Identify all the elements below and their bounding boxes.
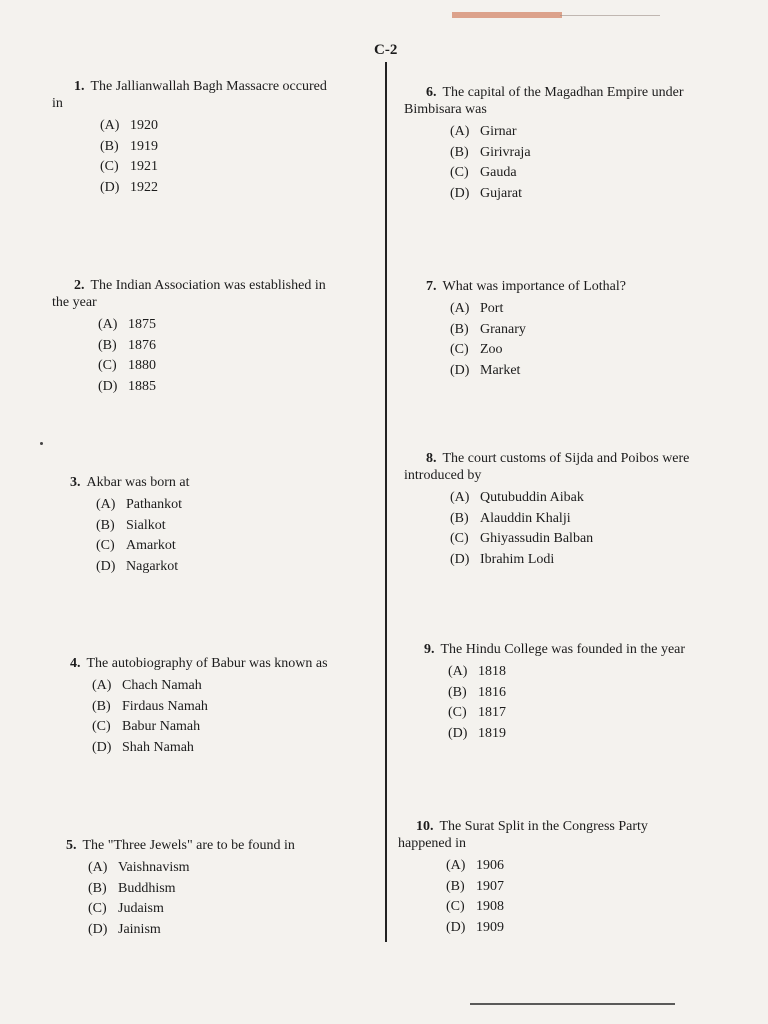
option-text: Pathankot (126, 497, 182, 512)
option-text: 1909 (476, 919, 504, 935)
question-stem (424, 641, 734, 658)
option-text: Gujarat (480, 185, 522, 201)
question-3 (70, 474, 370, 577)
options-list (98, 315, 372, 397)
options-list (450, 122, 734, 204)
question-text-continued: the year (52, 295, 97, 310)
option-c (96, 536, 370, 557)
option-label: (B) (450, 510, 469, 526)
option-c (450, 340, 726, 361)
options-list (92, 676, 380, 758)
option-label: (A) (92, 678, 112, 693)
question-stem (52, 277, 372, 311)
option-text: Girnar (480, 124, 517, 139)
option-label: (B) (448, 684, 467, 700)
option-label: (C) (98, 358, 117, 373)
option-label: (B) (96, 517, 115, 533)
option-text: Zoo (480, 342, 503, 357)
option-label: (D) (88, 921, 108, 937)
option-label: (A) (446, 858, 466, 873)
option-c (92, 717, 380, 738)
option-label: (C) (448, 705, 467, 720)
question-2 (52, 277, 372, 397)
option-label: (D) (450, 362, 470, 378)
question-stem (404, 84, 734, 118)
option-b (100, 137, 372, 158)
top-ink-mark (452, 12, 562, 18)
option-c (100, 157, 372, 178)
option-label: (B) (88, 880, 107, 896)
option-text: 1908 (476, 899, 504, 914)
option-b (88, 879, 376, 900)
option-text: Port (480, 301, 504, 316)
question-text: The capital of the Magadhan Empire under (442, 85, 684, 100)
question-number: 10. (416, 819, 434, 834)
option-text: Ibrahim Lodi (480, 551, 555, 567)
option-text: 1876 (128, 337, 156, 353)
option-label: (D) (98, 378, 118, 394)
option-text: 1880 (128, 358, 156, 373)
option-label: (C) (450, 531, 469, 546)
option-d (100, 178, 372, 199)
option-b (96, 516, 370, 537)
option-c (450, 163, 734, 184)
option-text: Alauddin Khalji (480, 510, 571, 526)
option-text: Vaishnavism (118, 860, 190, 875)
options-list (450, 488, 734, 570)
question-text: The autobiography of Babur was known as (86, 656, 328, 671)
option-b (98, 336, 372, 357)
option-text: Nagarkot (126, 558, 179, 574)
option-text: 1816 (478, 684, 506, 700)
option-text: Sialkot (126, 517, 166, 533)
option-c (446, 897, 728, 918)
question-stem (52, 78, 372, 112)
option-text: 1920 (130, 118, 158, 133)
option-b (448, 683, 734, 704)
option-text: 1921 (130, 159, 158, 174)
option-a (92, 676, 380, 697)
option-text: Qutubuddin Aibak (480, 490, 584, 505)
option-b (450, 143, 734, 164)
bottom-rule (470, 1003, 675, 1005)
page-code: C-2 (374, 42, 398, 58)
question-text: The court customs of Sijda and Poibos were (442, 451, 690, 466)
question-number: 1. (74, 79, 85, 94)
options-list (446, 856, 728, 938)
option-b (450, 509, 734, 530)
option-text: 1922 (130, 179, 158, 195)
option-c (98, 356, 372, 377)
option-a (88, 858, 376, 879)
question-stem (70, 655, 380, 672)
question-6 (404, 84, 734, 204)
option-label: (B) (446, 878, 465, 894)
question-number: 7. (426, 279, 437, 294)
question-number: 3. (70, 475, 81, 490)
option-a (450, 488, 734, 509)
option-label: (D) (92, 739, 112, 755)
option-label: (D) (450, 551, 470, 567)
option-label: (C) (88, 901, 107, 916)
option-d (88, 920, 376, 941)
question-4 (70, 655, 380, 758)
option-label: (C) (446, 899, 465, 914)
question-stem (398, 818, 728, 852)
question-number: 2. (74, 278, 85, 293)
option-a (450, 122, 734, 143)
option-b (450, 320, 726, 341)
option-text: 1919 (130, 138, 158, 154)
option-text: Granary (480, 321, 526, 337)
option-text: Babur Namah (122, 719, 201, 734)
option-label: (B) (450, 144, 469, 160)
option-text: Judaism (118, 901, 164, 916)
question-text: What was importance of Lothal? (442, 279, 626, 294)
option-label: (C) (96, 538, 115, 553)
question-number: 6. (426, 85, 437, 100)
question-text: Akbar was born at (86, 475, 190, 490)
option-label: (D) (96, 558, 116, 574)
option-text: 1907 (476, 878, 504, 894)
option-label: (B) (98, 337, 117, 353)
question-stem (404, 450, 734, 484)
option-label: (A) (450, 301, 470, 316)
question-1 (52, 78, 372, 198)
question-9 (424, 641, 734, 744)
option-label: (C) (450, 342, 469, 357)
option-b (446, 877, 728, 898)
option-label: (A) (450, 490, 470, 505)
question-text-continued: introduced by (404, 468, 482, 483)
option-text: Market (480, 362, 521, 378)
question-text: The "Three Jewels" are to be found in (82, 838, 295, 853)
question-7 (426, 278, 726, 381)
question-text-continued: happened in (398, 836, 467, 851)
option-d (450, 361, 726, 382)
options-list (100, 116, 372, 198)
option-text: Ghiyassudin Balban (480, 531, 594, 546)
question-number: 9. (424, 642, 435, 657)
option-text: Buddhism (118, 880, 176, 896)
stray-mark (40, 442, 43, 445)
option-d (446, 918, 728, 939)
option-a (100, 116, 372, 137)
column-divider (385, 62, 387, 942)
option-text: Jainism (118, 921, 161, 937)
question-text-continued: in (52, 96, 63, 111)
option-label: (B) (100, 138, 119, 154)
question-stem (66, 837, 376, 854)
option-label: (D) (450, 185, 470, 201)
option-a (96, 495, 370, 516)
option-text: 1818 (478, 664, 506, 679)
question-text: The Indian Association was established in (90, 278, 326, 293)
option-text: Firdaus Namah (122, 698, 208, 714)
option-label: (B) (450, 321, 469, 337)
option-label: (A) (98, 317, 118, 332)
options-list (88, 858, 376, 940)
question-stem (70, 474, 370, 491)
option-text: Girivraja (480, 144, 531, 160)
question-number: 8. (426, 451, 437, 466)
option-d (448, 724, 734, 745)
option-d (96, 557, 370, 578)
question-10 (398, 818, 728, 938)
question-stem (426, 278, 726, 295)
option-label: (C) (92, 719, 111, 734)
question-number: 4. (70, 656, 81, 671)
option-a (98, 315, 372, 336)
option-a (448, 662, 734, 683)
option-text: 1817 (478, 705, 506, 720)
question-5 (66, 837, 376, 940)
option-text: Amarkot (126, 538, 176, 553)
option-d (92, 738, 380, 759)
option-label: (C) (100, 159, 119, 174)
option-label: (C) (450, 165, 469, 180)
option-text: Chach Namah (122, 678, 202, 693)
option-c (88, 899, 376, 920)
option-label: (D) (100, 179, 120, 195)
question-text: The Jallianwallah Bagh Massacre occured (90, 79, 327, 94)
option-b (92, 697, 380, 718)
option-label: (B) (92, 698, 111, 714)
option-label: (A) (450, 124, 470, 139)
option-text: 1885 (128, 378, 156, 394)
option-text: Gauda (480, 165, 517, 180)
option-d (450, 550, 734, 571)
question-8 (404, 450, 734, 570)
option-text: 1819 (478, 725, 506, 741)
option-text: 1906 (476, 858, 504, 873)
top-rule (560, 15, 660, 16)
question-text-continued: Bimbisara was (404, 102, 487, 117)
option-label: (A) (448, 664, 468, 679)
question-number: 5. (66, 838, 77, 853)
option-c (448, 703, 734, 724)
option-label: (A) (100, 118, 120, 133)
question-text: The Hindu College was founded in the year (440, 642, 686, 657)
option-label: (D) (448, 725, 468, 741)
option-a (450, 299, 726, 320)
option-d (98, 377, 372, 398)
option-c (450, 529, 734, 550)
option-d (450, 184, 734, 205)
options-list (448, 662, 734, 744)
options-list (450, 299, 726, 381)
question-text: The Surat Split in the Congress Party (439, 819, 648, 834)
option-text: 1875 (128, 317, 156, 332)
options-list (96, 495, 370, 577)
option-label: (A) (88, 860, 108, 875)
option-label: (A) (96, 497, 116, 512)
option-label: (D) (446, 919, 466, 935)
option-text: Shah Namah (122, 739, 194, 755)
option-a (446, 856, 728, 877)
